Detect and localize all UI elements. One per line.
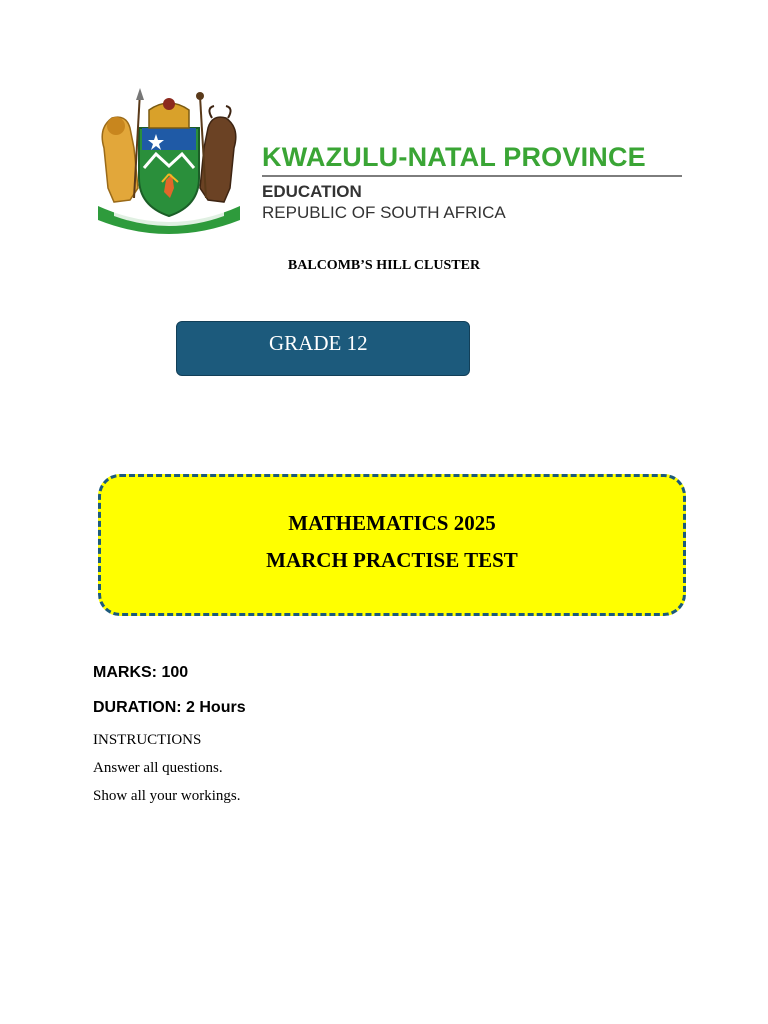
department-branding [262,140,684,223]
total-marks: MARKS: 100 [93,664,189,681]
instructions-heading: INSTRUCTIONS [93,732,202,748]
cluster-name: BALCOMB’S HILL CLUSTER [287,258,481,273]
department-name: EDUCATION [262,182,362,201]
branding-divider [262,175,682,177]
grade-label: GRADE 12 [269,331,368,355]
test-title: MARCH PRACTISE TEST [266,548,518,572]
grade-banner [176,321,470,376]
instruction-item: Answer all questions. [93,760,223,776]
coat-of-arms-icon [94,88,244,240]
province-name: KWAZULU-NATAL PROVINCE [262,142,646,172]
instruction-item: Show all your workings. [93,788,241,804]
test-duration: DURATION: 2 Hours [93,699,246,716]
subject-title: MATHEMATICS 2025 [288,511,496,535]
subject-banner [98,474,686,616]
country-name: REPUBLIC OF SOUTH AFRICA [262,203,506,222]
